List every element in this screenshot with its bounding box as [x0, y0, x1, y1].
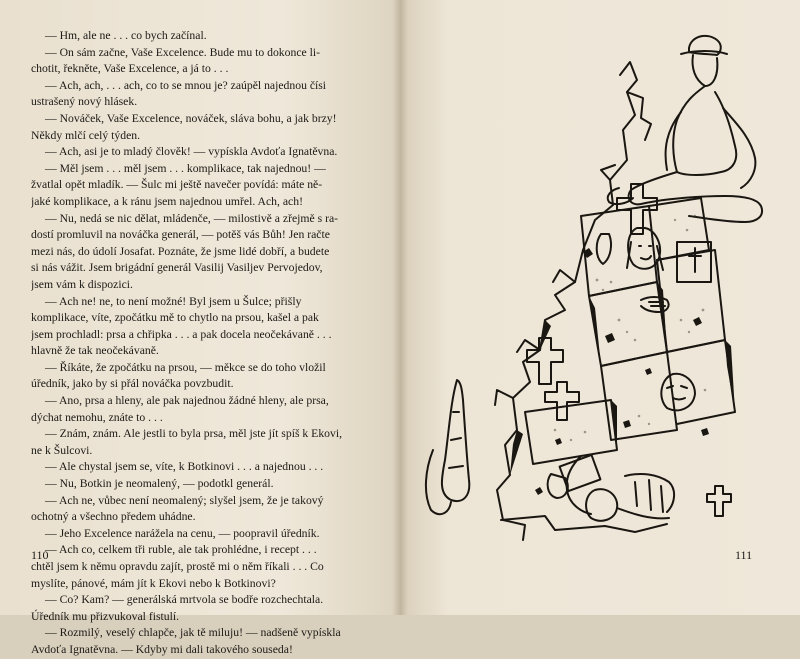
hand-panel [641, 297, 669, 312]
base-line [501, 516, 667, 532]
rock-spire [442, 380, 469, 501]
text-line: — On sám začne, Vaše Excelence. Bude mu to dokonce li- [45, 45, 320, 59]
slab-4 [589, 282, 667, 366]
text-line: dýchat nemohu, znáte to . . . [31, 410, 163, 424]
text-line: — Nu, Botkin je neomalený, — podotkl generál. [45, 477, 274, 491]
face-lower-detail [667, 386, 687, 400]
text-line: jaké komplikace, a k ránu jsem najednou umřel. Ach, ach! [31, 194, 303, 208]
text-line: jsem vám k dispozici. [31, 277, 133, 291]
text-line: — Ano, prsa a hleny, ale pak najednou žádné hleny, ale prsa, [45, 394, 329, 408]
text-line: hlavně že tak neočekávaně. [31, 344, 159, 358]
portrait-frame [560, 455, 601, 491]
face-lower [661, 374, 695, 411]
man-head [693, 55, 718, 86]
slab-6 [667, 340, 735, 424]
bottom-figure-shirt [635, 480, 663, 512]
text-line: — Jeho Excelence narážela na cenu, — poopravil úředník. [45, 526, 320, 540]
shading-2 [657, 282, 667, 352]
shading-1 [589, 296, 601, 366]
shading-4 [725, 340, 735, 412]
slab-1 [581, 206, 657, 296]
text-line: — Nováček, Vaše Excelence, nováček, sláva bohu, a jak brzy! [45, 111, 337, 125]
text-line: ustrašený nový hlásek. [31, 95, 138, 109]
text-line: — Ach ne, vůbec není neomalený; slyšel jsem, že je takový [45, 493, 324, 507]
text-line: Úředník mu přizvukoval fistulí. [31, 609, 180, 623]
text-line: myslíte, pánové, mám jít k Ekovi nebo k Botkinovi? [31, 576, 276, 590]
text-line: — Znám, znám. Ale jestli to byla prsa, měl jste jít spíš k Ekovi, [45, 427, 343, 441]
bottom-figure-hand [548, 474, 568, 498]
slab-7 [525, 400, 617, 464]
cross-bottom-right [707, 486, 731, 516]
man-body [673, 86, 736, 175]
page-number-right: 111 [735, 548, 753, 562]
text-line: — Ach, ach, . . . ach, co to se mnou je? zaúpěl najednou čísi [45, 78, 327, 92]
text-line: dostí promluvil na nováčka generál, — potěš vás Bůh! Jen račte [31, 228, 330, 242]
page-number-left: 110 [31, 548, 49, 562]
text-line: jsem prochladl: prsa a chřipka . . . a pak docela neočekávaně . . . [31, 327, 332, 341]
text-line: mezi nás, do údolí Josafat. Poznáte, že jsme lidé dobří, a budete [31, 244, 330, 258]
text-line: — Ach ne! ne, to není možné! Byl jsem u Šulce; přišly [45, 294, 302, 308]
face-side [597, 234, 611, 264]
shading-3 [611, 400, 617, 450]
text-line: — Ale chystal jsem se, víte, k Botkinovi . . . a najednou . . . [45, 460, 324, 474]
text-line: — Co? Kam? — generálská mrtvola se bodře rozchechtala. [45, 593, 324, 607]
text-line: Avdoťa Ignatěvna. — Kdyby mi dali takového souseda! [31, 642, 293, 656]
tower-outline [497, 62, 637, 540]
rock-spire-2 [426, 450, 451, 514]
text-line: — Ach, asi je to mladý človĕk! — vypískla Avdoťa Ignatěvna. [45, 145, 338, 159]
text-line: — Hm, ale ne . . . co bych začínal. [45, 29, 207, 42]
bottom-figure-body [617, 474, 674, 518]
left-page-text [31, 28, 374, 659]
text-line: komplikace, víte, zpočátku mě to chytlo na prsou, kašel a pak [31, 311, 319, 325]
text-line: — Říkáte, že zpočátku na prsou, — měkce se do toho vložil [45, 360, 326, 374]
text-line: — Rozmilý, veselý chlapče, jak tě miluju! — nadšeně vypískla [45, 626, 341, 640]
text-line: úředník, jako by si přál nováčka povzbudit. [31, 377, 234, 391]
bottom-figure-head [586, 489, 617, 521]
text-line: chtěl jsem k němu opravdu zajít, prostě mi o něm říkali . . . Co [31, 560, 324, 573]
text-line: Někdy mlčí celý týden. [31, 128, 141, 142]
text-line: — Ach co, celkem tři ruble, ale tak prohlédne, i recept . . . [45, 543, 317, 557]
rock-lines [449, 412, 463, 468]
text-line: žvatlal opět mladík. — Šulc mi ještě navečer povídá: máte ně- [31, 178, 323, 192]
text-line: si nás vážit. Jsem brigádní generál Vasilij Vasiljev Pervojedov, [31, 261, 323, 275]
illustration-grotesque-tower [405, 20, 795, 550]
text-line: ochotný a všechno předem uhádne. [31, 510, 196, 524]
text-line: chotit, řekněte, Vaše Excelence, a já to . . . [31, 62, 229, 76]
text-line: — Nu, nedá se nic dělat, mládenče, — milostivě a zřejmě s ra- [45, 211, 339, 225]
slab-5 [601, 352, 677, 440]
text-line: ne k Šulcovi. [31, 443, 93, 457]
cross-mid-2 [545, 382, 579, 420]
text-line: — Měl jsem . . . měl jsem . . . komplikace, tak najednou! — [45, 161, 326, 175]
